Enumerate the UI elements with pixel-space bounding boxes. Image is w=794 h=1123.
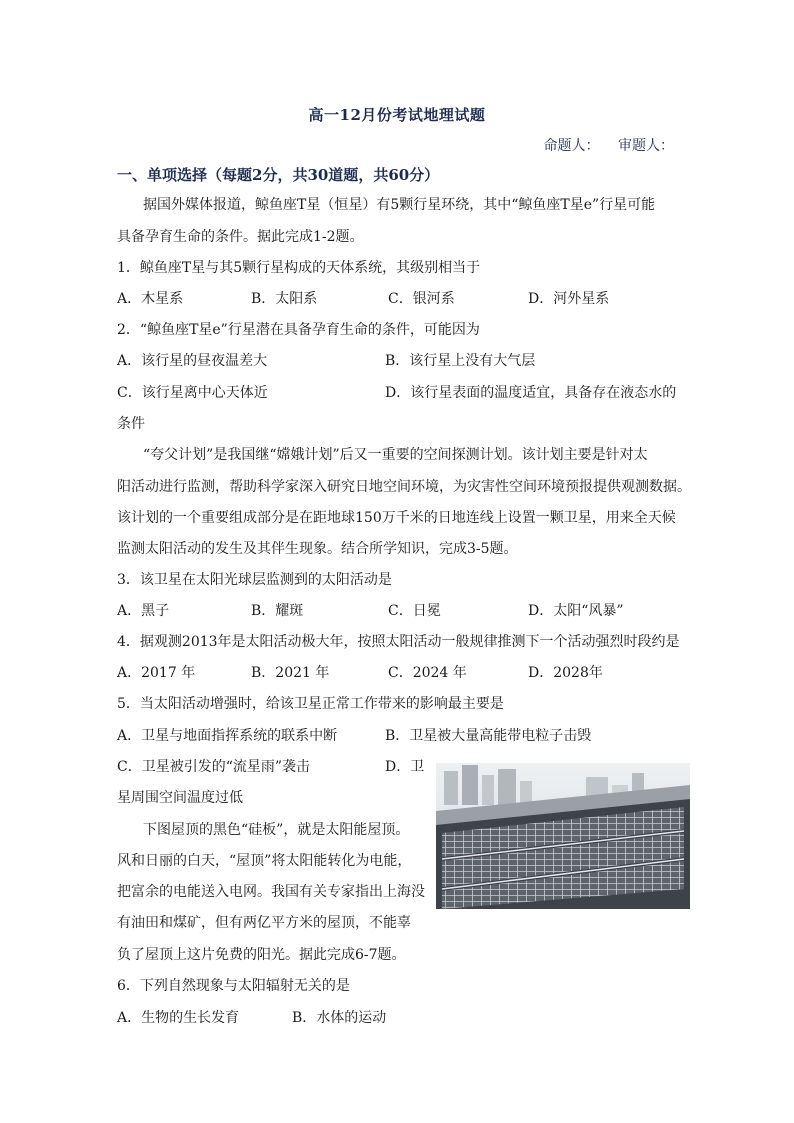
q5-option-d-continued: 星周围空间温度过低 — [117, 790, 243, 806]
q2-option-c: C．该行星离中心天体近 — [117, 385, 268, 401]
question-4: 4．据观测2013年是太阳活动极大年，按照太阳活动一般规律推测下一个活动强烈时段约是 — [117, 634, 680, 650]
solar-panel-illustration — [436, 763, 690, 909]
q6-option-b: B．水体的运动 — [292, 1010, 387, 1026]
q4-option-c: C．2024 年 — [388, 665, 467, 681]
q4-option-a: A．2017 年 — [117, 665, 196, 681]
q2-option-a: A．该行星的昼夜温差大 — [117, 353, 268, 369]
question-3: 3．该卫星在太阳光球层监测到的太阳活动是 — [117, 572, 392, 588]
q5-option-b: B．卫星被大量高能带电粒子击毁 — [385, 728, 592, 744]
q5-option-c: C．卫星被引发的“流星雨”袭击 — [117, 759, 311, 775]
passage-3-line-5: 负了屋顶上这片免费的阳光。据此完成6-7题。 — [117, 947, 406, 963]
question-1: 1．鲸鱼座T星与其5颗行星构成的天体系统，其级别相当于 — [117, 260, 481, 276]
q4-option-b: B．2021 年 — [251, 665, 330, 681]
q1-option-c: C．银河系 — [388, 291, 455, 307]
question-5: 5．当太阳活动增强时，给该卫星正常工作带来的影响最主要是 — [117, 696, 504, 712]
q4-option-d: D．2028年 — [528, 665, 603, 681]
passage-3-line-1: 下图屋顶的黑色“硅板”，就是太阳能屋顶。 — [143, 822, 410, 838]
passage-2-line-3: 该计划的一个重要组成部分是在距地球150万千米的日地连线上设置一颗卫星，用来全天候 — [117, 510, 676, 526]
q2-option-d-continued: 条件 — [117, 416, 145, 432]
passage-2-line-4: 监测太阳活动的发生及其伴生现象。结合所学知识，完成3-5题。 — [117, 541, 518, 557]
question-6: 6．下列自然现象与太阳辐射无关的是 — [117, 978, 350, 994]
passage-2-line-2: 阳活动进行监测，帮助科学家深入研究日地空间环境，为灾害性空间环境预报提供观测数据。 — [117, 479, 691, 495]
passage-3-line-4: 有油田和煤矿，但有两亿平方米的屋顶，不能辜 — [117, 915, 411, 931]
exam-title: 高一12月份考试地理试题 — [308, 106, 486, 124]
q5-option-d: D．卫 — [385, 759, 425, 775]
passage-3-line-2: 风和日丽的白天，“屋顶”将太阳能转化为电能， — [117, 853, 412, 869]
q3-option-b: B．耀斑 — [251, 603, 304, 619]
passage-3-line-3: 把富余的电能送入电网。我国有关专家指出上海没 — [117, 884, 425, 900]
q2-option-b: B．该行星上没有大气层 — [385, 353, 536, 369]
q1-option-d: D．河外星系 — [528, 291, 610, 307]
question-2: 2．“鲸鱼座T星e”行星潜在具备孕育生命的条件，可能因为 — [117, 322, 480, 338]
q5-option-a: A．卫星与地面指挥系统的联系中断 — [117, 728, 338, 744]
q3-option-a: A．黑子 — [117, 603, 170, 619]
q2-option-d: D．该行星表面的温度适宜，具备存在液态水的 — [385, 385, 677, 401]
passage-1-line-1: 据国外媒体报道，鲸鱼座T星（恒星）有5颗行星环绕，其中“鲸鱼座T星e”行星可能 — [143, 197, 656, 213]
solar-roof-photo — [436, 763, 690, 909]
passage-2-line-1: “夸父计划”是我国继“嫦娥计划”后又一重要的空间探测计划。该计划主要是针对太 — [143, 447, 648, 463]
q1-option-b: B．太阳系 — [251, 291, 318, 307]
q3-option-d: D．太阳“风暴” — [528, 603, 624, 619]
q3-option-c: C．日冕 — [388, 603, 441, 619]
author-line: 命题人： 审题人： — [543, 138, 674, 154]
q6-option-a: A．生物的生长发育 — [117, 1010, 240, 1026]
passage-1-line-2: 具备孕育生命的条件。据此完成1-2题。 — [117, 229, 364, 245]
section-heading: 一、单项选择（每题2分，共30道题，共60分） — [117, 166, 440, 184]
q1-option-a: A．木星系 — [117, 291, 184, 307]
